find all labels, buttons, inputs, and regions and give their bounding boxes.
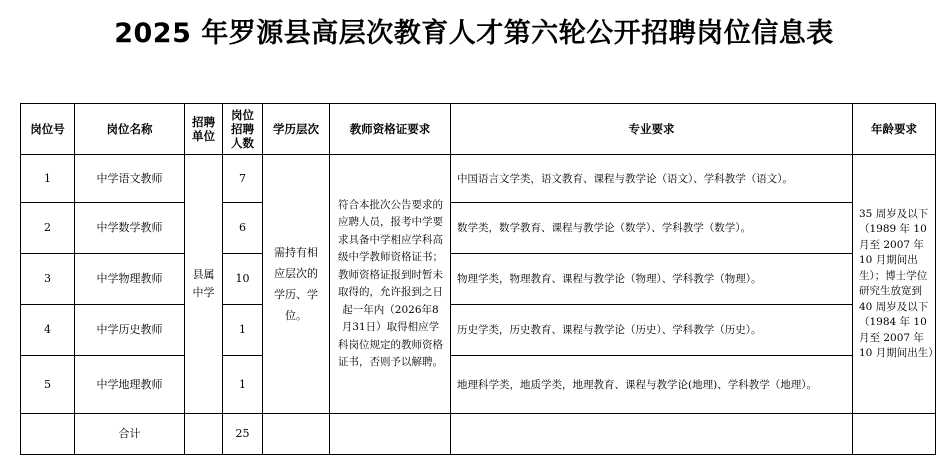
cell-code: 3 — [21, 254, 75, 305]
header-edu: 学历层次 — [263, 104, 330, 155]
cell-major: 历史学类，历史教育、课程与教学论（历史）、学科教学（历史）。 — [451, 305, 853, 356]
header-age: 年龄要求 — [853, 104, 936, 155]
table-row — [21, 254, 936, 305]
header-unit: 招聘单位 — [185, 104, 223, 155]
positions-table — [20, 103, 939, 455]
total-count: 25 — [223, 414, 263, 455]
cell-age: 35 周岁及以下（1989 年 10 月至 2007 年 10 月期间出生）；博士学位研究生放宽到 40 周岁及以下（1984 年 10 月至 2007 年 10 月期间出生） — [853, 155, 936, 414]
cell-name: 中学地理教师 — [75, 356, 185, 414]
cell-empty — [21, 414, 75, 455]
table-row — [21, 305, 936, 356]
cell-empty — [185, 414, 223, 455]
table-header-row — [21, 104, 936, 155]
cell-code: 5 — [21, 356, 75, 414]
cell-unit: 县属中学 — [185, 155, 223, 414]
cell-empty — [263, 414, 330, 455]
cell-name: 中学数学教师 — [75, 203, 185, 254]
cell-code: 1 — [21, 155, 75, 203]
header-code: 岗位号 — [21, 104, 75, 155]
cell-major: 地理科学类，地质学类，地理教育、课程与教学论(地理)、学科教学（地理）。 — [451, 356, 853, 414]
cell-name: 中学历史教师 — [75, 305, 185, 356]
cell-count: 1 — [223, 356, 263, 414]
total-label: 合计 — [75, 414, 185, 455]
cell-count: 6 — [223, 203, 263, 254]
cell-name: 中学物理教师 — [75, 254, 185, 305]
cell-count: 1 — [223, 305, 263, 356]
table-row — [21, 155, 936, 203]
cell-code: 4 — [21, 305, 75, 356]
page-title: 2025 年罗源县高层次教育人才第六轮公开招聘岗位信息表 — [114, 18, 834, 49]
cell-major: 物理学类，物理教育、课程与教学论（物理）、学科教学（物理）。 — [451, 254, 853, 305]
table-row — [21, 356, 936, 414]
cell-major: 数学类，数学教育、课程与教学论（数学）、学科教学（数学）。 — [451, 203, 853, 254]
header-name: 岗位名称 — [75, 104, 185, 155]
cell-code: 2 — [21, 203, 75, 254]
cell-count: 10 — [223, 254, 263, 305]
table-row — [21, 203, 936, 254]
cell-edu: 需持有相应层次的学历、学位。 — [263, 155, 330, 414]
cell-major: 中国语言文学类，语文教育、课程与教学论（语文）、学科教学（语文）。 — [451, 155, 853, 203]
cell-empty — [853, 414, 936, 455]
header-major: 专业要求 — [451, 104, 853, 155]
cell-count: 7 — [223, 155, 263, 203]
header-cert: 教师资格证要求 — [330, 104, 451, 155]
cell-cert: 符合本批次公告要求的应聘人员，报考中学要求具备中学相应学科高级中学教师资格证书；教师资格证报到时暂未取得的，允许报到之日起一年内（2026年8月31日）取得相应学科岗位规定的教师资格证书，否则予以解聘。 — [330, 155, 451, 414]
cell-empty — [451, 414, 853, 455]
header-count: 岗位招聘人数 — [223, 104, 263, 155]
cell-empty — [330, 414, 451, 455]
cell-name: 中学语文教师 — [75, 155, 185, 203]
total-row — [21, 414, 936, 455]
